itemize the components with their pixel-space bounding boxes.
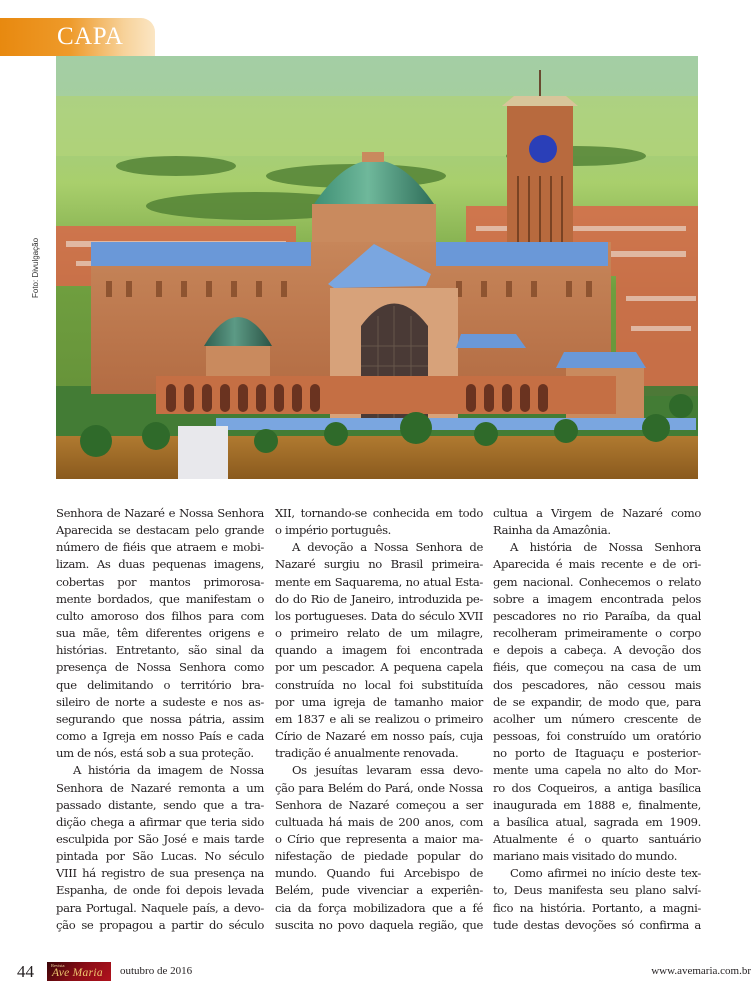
text-line: suscita no povo daquela região, que: [275, 917, 483, 932]
text-line: construída no local foi substituída: [275, 677, 483, 692]
text-line: recolheram primeiramente o corpo: [493, 626, 701, 641]
text-line: Os jesuítas levaram essa devo-: [292, 763, 483, 778]
text-line: Atualmente é o quarto santuário: [493, 831, 701, 846]
text-line: tude destas devoções só confirma a: [493, 917, 701, 932]
text-line: segurando que nossa pátria, assim: [56, 711, 264, 726]
text-line: gem nacional. Conhecemos o relato: [493, 574, 701, 589]
logo-title-text: Ave Maria: [52, 967, 103, 979]
text-line: Aparecida se destacam pelo grande: [56, 523, 264, 538]
text-line: ção se propagou a partir do século: [56, 917, 264, 932]
text-line: o primeiro relato de um milagre,: [275, 626, 483, 641]
text-line: sileiro de norte a sudeste e nos as-: [56, 694, 264, 709]
text-line: histórias. Entretanto, são sinal da: [56, 643, 264, 658]
text-line: Círio de Nazaré em nosso país, cuja: [275, 729, 483, 744]
text-line: no porto de Itaguaçu e posterior-: [493, 746, 701, 761]
text-line: o império português.: [275, 523, 392, 538]
text-line: lizam. As duas pequenas imagens,: [56, 557, 264, 572]
text-line: por um pescador. A pequena capela: [275, 660, 483, 675]
text-line: um de nós, está sob a sua proteção.: [56, 746, 254, 761]
text-line: do do Rio de Janeiro, introduzida pe-: [275, 591, 483, 606]
text-line: quando a imagem foi encontrada: [275, 643, 483, 658]
text-line: pessoas, foi construído um oratório: [493, 729, 701, 744]
text-line: acolher um número crescente de: [493, 711, 701, 726]
text-line: ro dos Coqueiros, a antiga basílica: [493, 780, 701, 795]
text-line: nifestação de piedade popular do: [275, 849, 483, 864]
text-line: mente em Saquarema, no atual Esta-: [275, 574, 483, 589]
issue-date: outubro de 2016: [120, 965, 193, 977]
text-line: e depois a cabeça. A devoção dos: [493, 643, 701, 658]
text-line: Senhora de Nazaré remonta a um: [56, 780, 264, 795]
basilica-photo-illustration: [56, 56, 698, 479]
website-link[interactable]: www.avemaria.com.br: [651, 965, 751, 977]
text-line: cultuada há mais de 200 anos, com: [275, 814, 483, 829]
text-line: A história da imagem de Nossa: [73, 763, 264, 778]
text-line: em 1837 e ali se realizou o primeiro: [275, 711, 483, 726]
magazine-logo: [47, 962, 111, 981]
article-column-3: [493, 505, 701, 934]
text-line: A história de Nossa Senhora: [510, 540, 701, 555]
article-column-2: [275, 505, 483, 934]
text-line: Rainha da Amazônia.: [493, 523, 611, 538]
text-line: tradição é anualmente renovada.: [275, 746, 459, 761]
text-line: mente uma capela no alto do Mor-: [493, 763, 701, 778]
section-label: CAPA: [57, 23, 124, 50]
text-line: número de fiéis que atraem e mobi-: [56, 540, 264, 555]
text-line: Senhora de Nazaré começou a ser: [275, 797, 483, 812]
text-line: esculpida por São José e mais tarde: [56, 831, 264, 846]
text-line: o Círio que representa a maior ma-: [275, 831, 483, 846]
text-line: para Portugal. Naquele país, a devo-: [56, 900, 264, 915]
text-line: passado distante, sendo que a tra-: [56, 797, 264, 812]
text-line: fiéis, que começou na casa de um: [493, 660, 701, 675]
text-line: mundo. Quando fui Arcebispo de: [275, 866, 483, 881]
text-line: XII, tornando-se conhecida em todo: [275, 506, 483, 520]
text-line: mariano mais visitado do mundo.: [493, 849, 678, 864]
text-line: culto amoroso dos filhos para com: [56, 608, 264, 623]
text-line: Aparecida é mais recente e de ori-: [493, 557, 701, 572]
text-line: sobre a imagem encontrada pelos: [493, 591, 701, 606]
photo-credit: Foto: Divulgação: [31, 237, 40, 298]
text-line: cobertas por mantos primorosa-: [56, 574, 264, 589]
text-line: inaugurada em 1888 e, finalmente,: [493, 797, 701, 812]
text-line: que delimitando o território bra-: [56, 677, 264, 692]
text-line: A devoção a Nossa Senhora de: [292, 540, 483, 555]
text-line: por uma igreja de tamanho maior: [275, 694, 483, 709]
text-line: a basílica atual, sagrada em 1909.: [493, 814, 701, 829]
text-line: Belém, pude vivenciar a experiên-: [275, 883, 483, 898]
text-line: VIII há registro de sua presença na: [56, 866, 264, 881]
text-line: dos pescadores, não cessou mais: [493, 677, 701, 692]
text-line: cultua a Virgem de Nazaré como: [493, 506, 701, 520]
text-line: to, Deus manifesta seu plano salví-: [493, 883, 701, 898]
text-line: como a Igreja em nosso País e cada: [56, 729, 264, 744]
article-column-1: [56, 505, 264, 934]
text-line: fico na história. Portanto, a magni-: [493, 900, 701, 915]
text-line: cia da força mobilizadora que a fé: [275, 900, 483, 915]
section-tab: [0, 18, 155, 56]
text-line: pintada por São Lucas. No século: [56, 849, 264, 864]
text-line: Senhora de Nazaré e Nossa Senhora: [56, 506, 264, 520]
text-line: presença de Nossa Senhora como: [56, 660, 264, 675]
colonnade: [156, 376, 616, 414]
text-line: sua mãe, têm diferentes origens e: [56, 626, 264, 641]
text-line: Nazaré surgiu no Brasil primeira-: [275, 557, 483, 572]
logo-small-text: Revista: [51, 963, 65, 968]
text-line: Espanha, de onde foi depois levada: [56, 883, 264, 898]
text-line: los portugueses. Data do século XVII: [275, 608, 483, 623]
text-line: de se expandir, de modo que, para: [493, 694, 701, 709]
text-line: mente bordados, que manifestam o: [56, 591, 264, 606]
text-line: pescadores no rio Paraíba, da qual: [493, 608, 701, 623]
text-line: ção para Belém do Pará, onde Nossa: [275, 780, 483, 795]
basilica-photo: [56, 56, 698, 479]
text-line: Como afirmei no início deste tex-: [510, 866, 701, 881]
text-line: dição chega a afirmar que teria sido: [56, 814, 264, 829]
clock-tower: [502, 70, 578, 266]
page-number: 44: [17, 962, 34, 981]
